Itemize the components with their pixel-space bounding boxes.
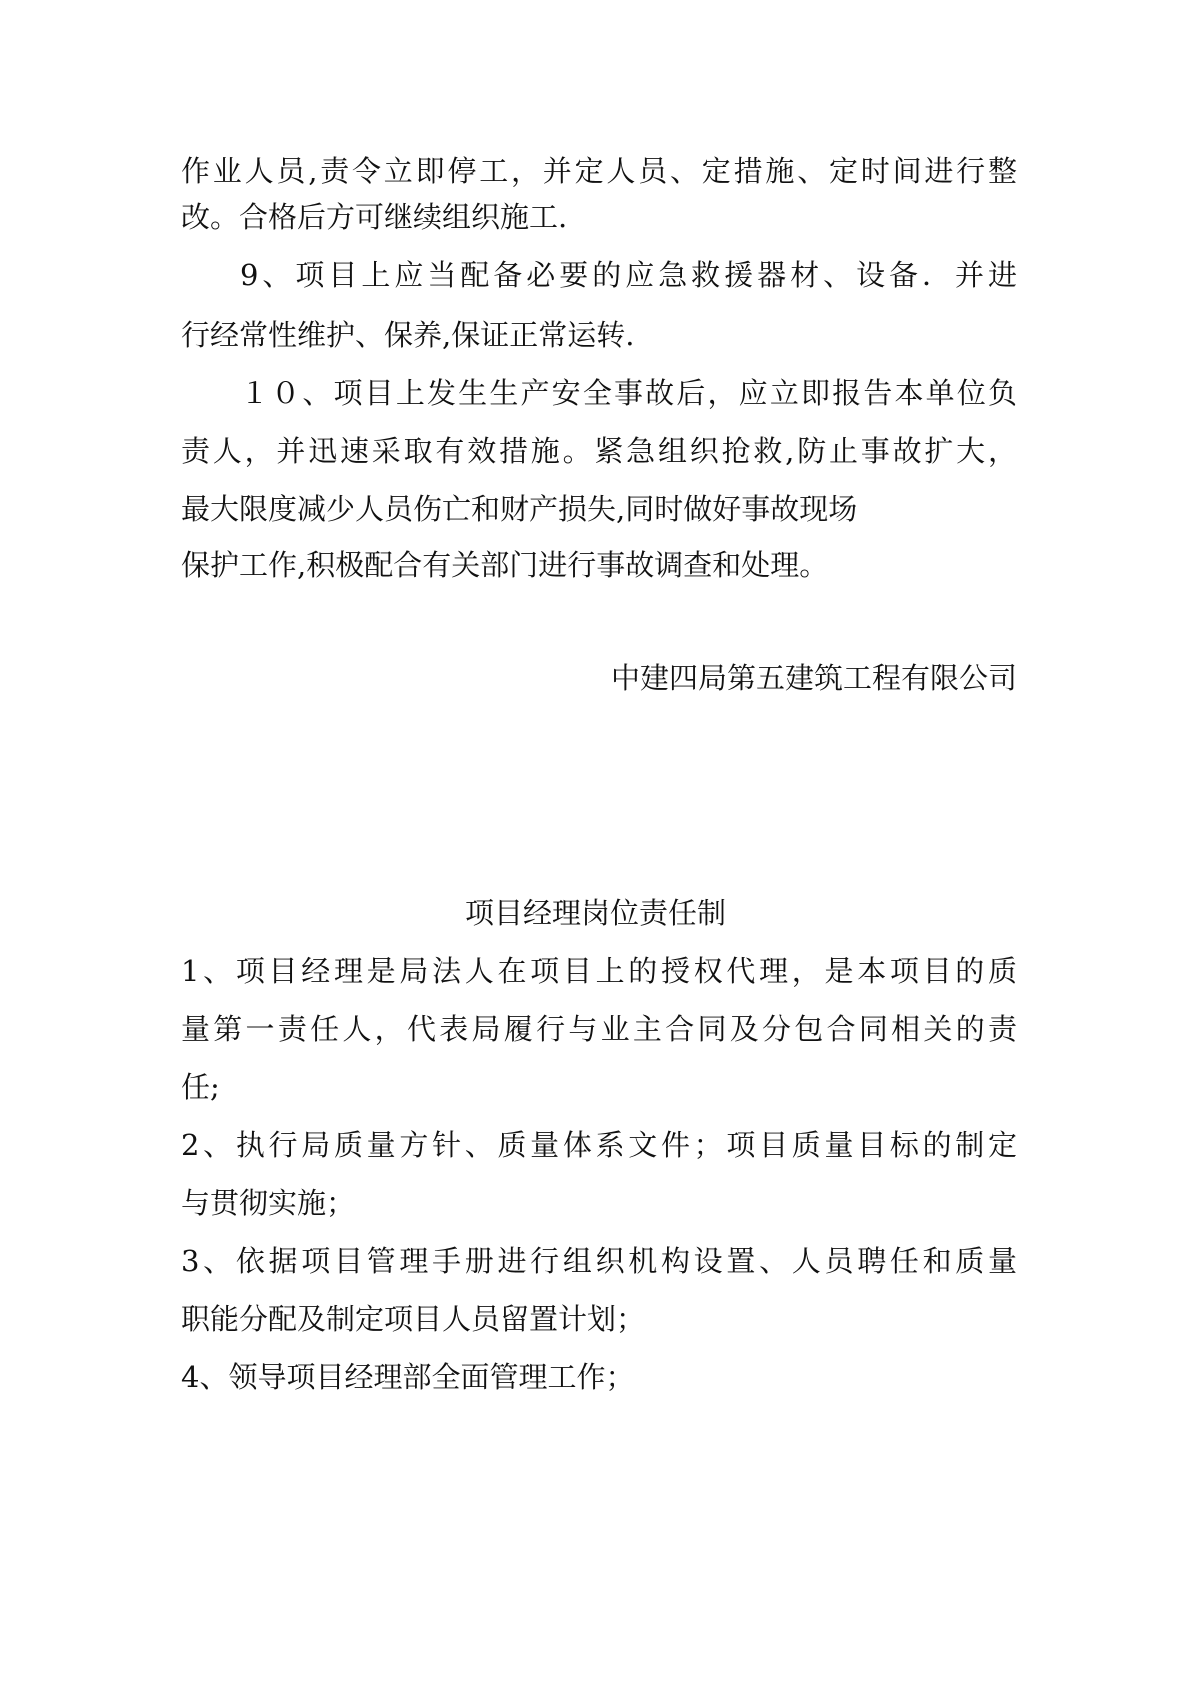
list-item-line: 量第一责任人，代表局履行与业主合同及分包合同相关的责	[181, 1012, 1017, 1046]
paragraph-line: 9、项目上应当配备必要的应急救援器材、设备．并进	[240, 258, 1017, 292]
list-item-line: 3、依据项目管理手册进行组织机构设置、人员聘任和质量	[181, 1244, 1017, 1278]
list-item-line: 与贯彻实施；	[181, 1186, 356, 1220]
paragraph-line: 作业人员,责令立即停工，并定人员、定措施、定时间进行整	[181, 154, 1017, 188]
list-item-line: 4、领导项目经理部全面管理工作；	[181, 1360, 635, 1394]
paragraph-line: 行经常性维护、保养,保证正常运转.	[181, 318, 635, 352]
list-item-line: 职能分配及制定项目人员留置计划；	[181, 1302, 646, 1336]
paragraph-line: 保护工作,积极配合有关部门进行事故调查和处理。	[181, 548, 829, 582]
paragraph-line: 改。合格后方可继续组织施工.	[181, 200, 568, 234]
paragraph-line: 责人，并迅速采取有效措施。紧急组织抢救,防止事故扩大，	[181, 434, 1017, 468]
list-item-line: 任;	[181, 1070, 220, 1104]
paragraph-line: 最大限度减少人员伤亡和财产损失,同时做好事故现场	[181, 492, 858, 526]
company-signature: 中建四局第五建筑工程有限公司	[610, 661, 1017, 695]
paragraph-line: １０、项目上发生生产安全事故后，应立即报告本单位负	[240, 376, 1017, 410]
section-title: 项目经理岗位责任制	[464, 896, 726, 930]
list-item-line: 2、执行局质量方针、质量体系文件；项目质量目标的制定	[181, 1128, 1017, 1162]
list-item-line: 1、项目经理是局法人在项目上的授权代理，是本项目的质	[181, 954, 1017, 988]
